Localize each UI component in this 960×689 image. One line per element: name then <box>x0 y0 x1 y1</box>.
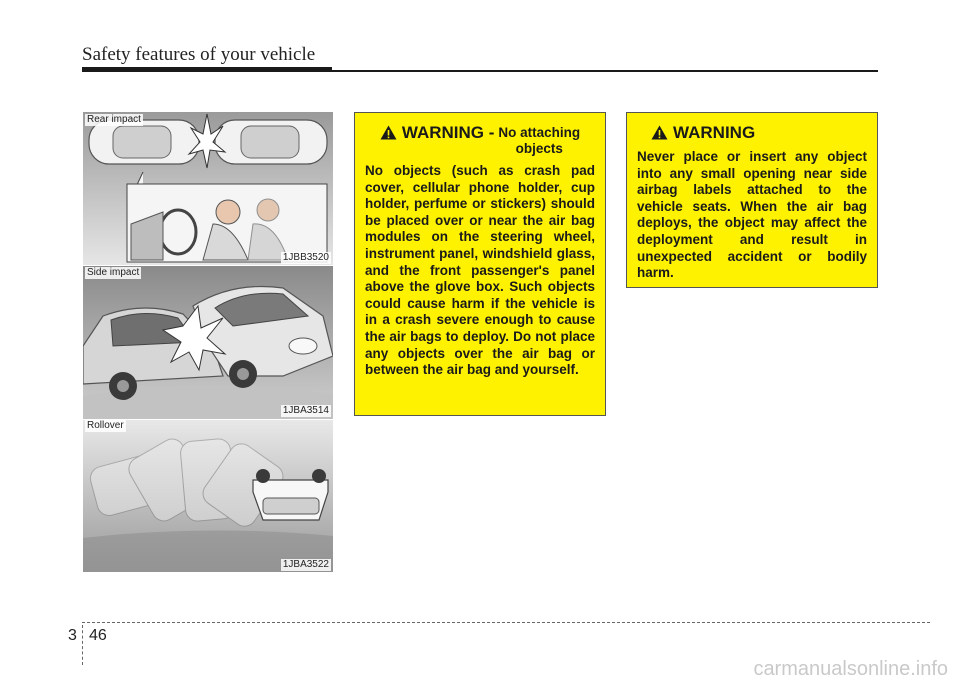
warning-subtitle-line1: No attaching <box>498 125 581 140</box>
footer-divider <box>82 625 83 665</box>
warning-body: Never place or insert any object into any small opening near side airbag labels attached to the vehicle seats. When the air bag deploys, the object may affect the deployment and result in unexpected accident or bodily harm. <box>637 149 867 281</box>
page-number: 46 <box>89 627 107 644</box>
figure-label: Rollover <box>87 420 124 431</box>
warning-title: WARNING - <box>401 123 495 142</box>
rollover-illustration <box>83 420 333 572</box>
warning-header <box>365 123 595 157</box>
figure-rear-impact <box>83 112 333 265</box>
rear-impact-illustration <box>83 112 333 265</box>
header-rule-thick <box>82 67 332 72</box>
warning-body: No objects (such as crash pad cover, cellular phone holder, cup holder, perfume or stickers) should be placed over or near the air bag modules on the steering wheel, instrument panel, windshield glass, and the front passenger's panel above the glove box. Such objects could cause harm if the vehicle is in a crash severe enough to cause the air bags to deploy. Do not place any objects over the air bag or between the air bag and yourself. <box>365 163 595 378</box>
chapter-number: 3 <box>68 627 77 644</box>
watermark: carmanualsonline.info <box>753 658 948 680</box>
footer-rule <box>82 622 930 623</box>
warning-header <box>637 123 867 143</box>
driver-head <box>216 200 240 224</box>
warning-triangle-icon <box>380 125 397 140</box>
figure-rollover <box>83 420 333 572</box>
figure-label: Rear impact <box>87 114 141 125</box>
figure-side-impact <box>83 266 333 419</box>
warning-title: WARNING <box>673 123 756 142</box>
side-impact-illustration <box>83 266 333 419</box>
figure-code: 1JBA3522 <box>282 559 329 570</box>
warning-subtitle-line2: objects <box>515 141 563 156</box>
figure-code: 1JBB3520 <box>282 252 329 263</box>
warning-box-side-airbag <box>626 112 878 288</box>
figure-code: 1JBA3514 <box>282 405 329 416</box>
section-title: Safety features of your vehicle <box>82 44 316 65</box>
warning-box-attaching-objects <box>354 112 606 416</box>
figure-label: Side impact <box>87 267 140 278</box>
header-rule-thin <box>332 70 878 72</box>
warning-triangle-icon <box>651 125 668 140</box>
